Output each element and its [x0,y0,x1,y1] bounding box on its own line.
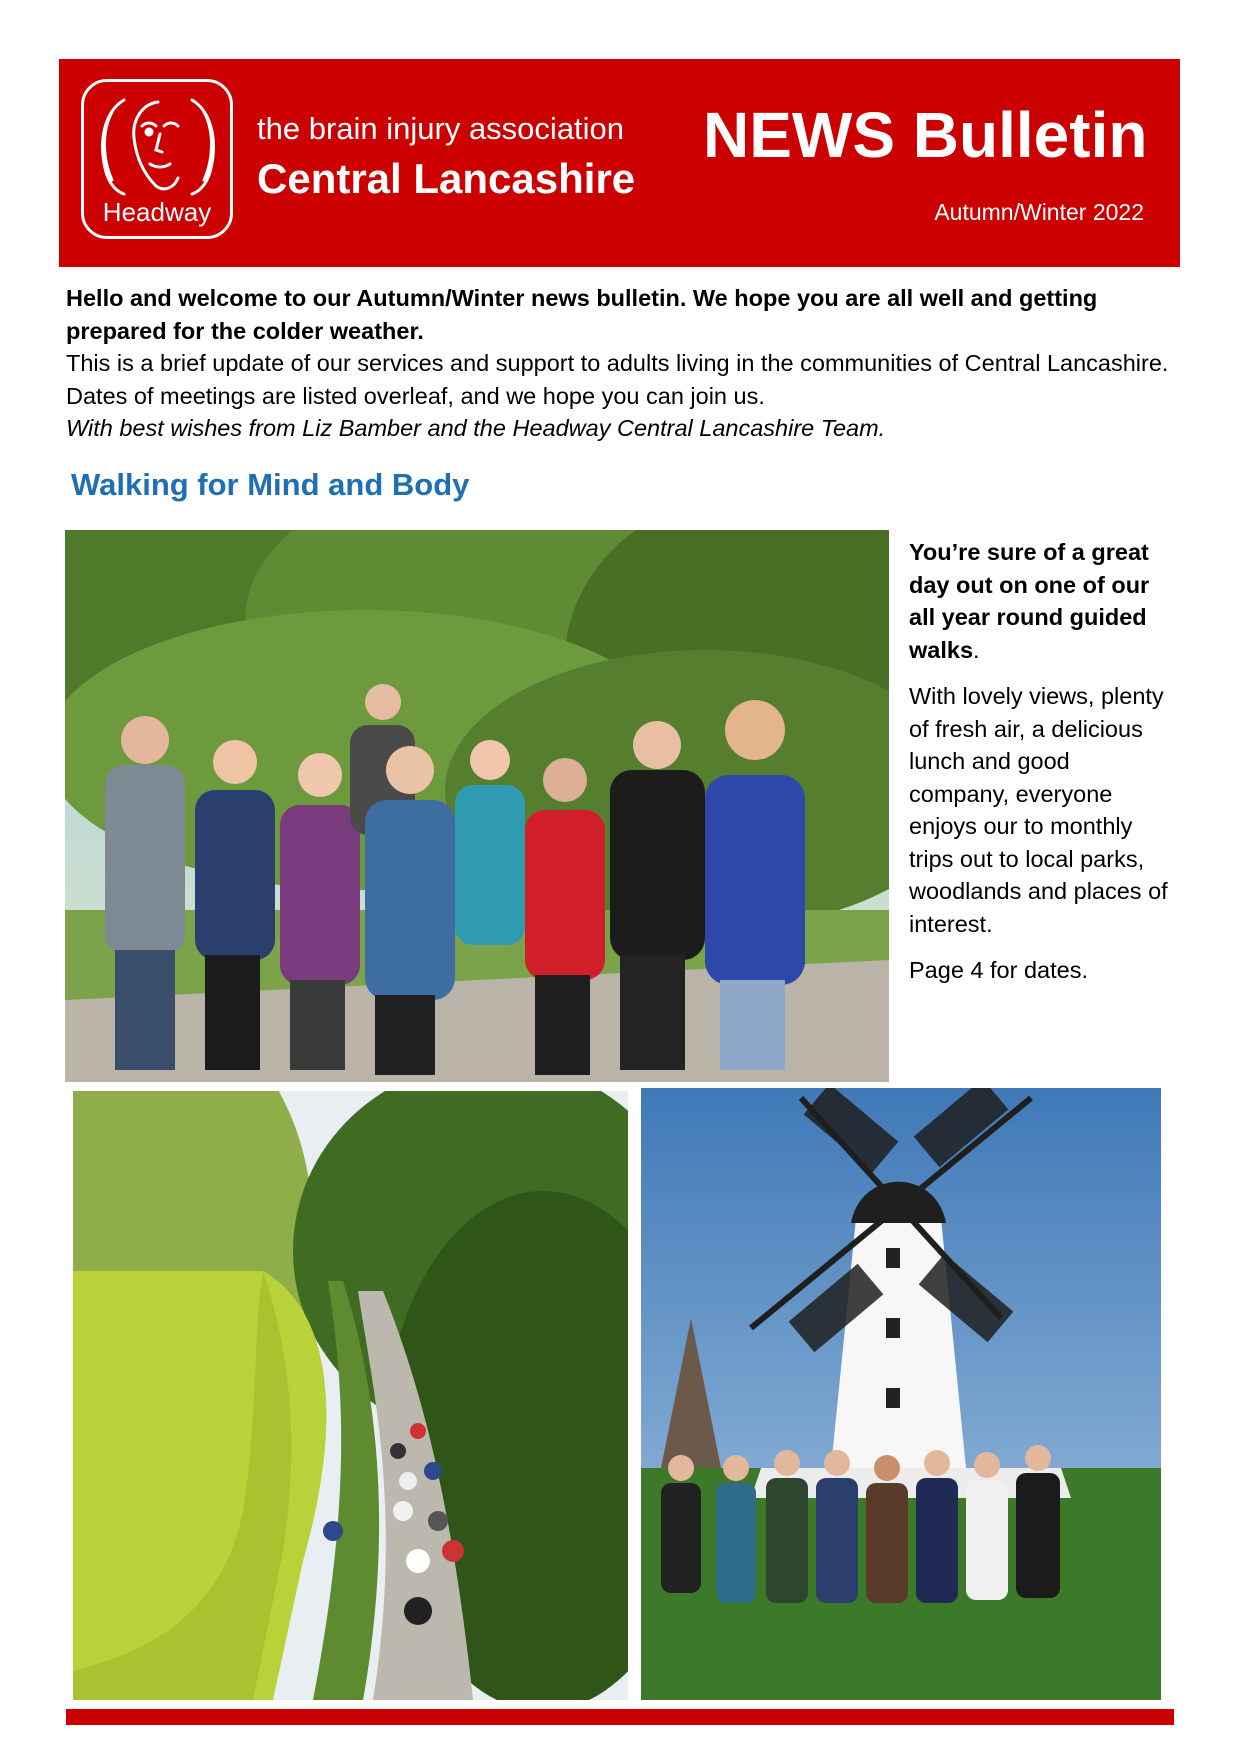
walking-dates-note: Page 4 for dates. [909,957,1088,983]
windmill-group-photo [641,1088,1161,1700]
association-tagline: the brain injury association [257,111,625,146]
canal-towpath-photo [73,1091,628,1700]
footer-bar [66,1709,1174,1725]
group-walk-photo [65,530,889,1082]
walking-lead-end: . [973,636,980,663]
header-banner [59,59,1180,267]
issue-label: Autumn/Winter 2022 [934,199,1144,225]
intro-welcome: Hello and welcome to our Autumn/Winter news bulletin. We hope you are all well and getting prepared for the colder weather. [66,285,1098,344]
walking-body: With lovely views, plenty of fresh air, a delicious lunch and good company, everyone enjoys our to monthly trips out to local parks, woodlands and places of interest. [909,683,1168,937]
logo-text: Headway [102,197,212,227]
intro-section [66,282,1176,445]
walking-description [909,536,1171,1001]
bulletin-title: NEWS Bulletin [703,99,1148,171]
headway-logo [81,79,233,239]
section-heading: Walking for Mind and Body [71,467,470,502]
walking-lead-bold: You’re sure of a great day out on one of our all year round guided walks [909,539,1150,663]
walking-lead [909,536,1171,666]
intro-body: This is a brief update of our services and support to adults living in the communities of Central Lancashire. Dates of meetings are listed overleaf, and we hope you can join us. [66,350,1169,409]
association-name: Central Lancashire [257,155,636,202]
intro-sign-off: With best wishes from Liz Bamber and the Headway Central Lancashire Team. [66,415,886,441]
